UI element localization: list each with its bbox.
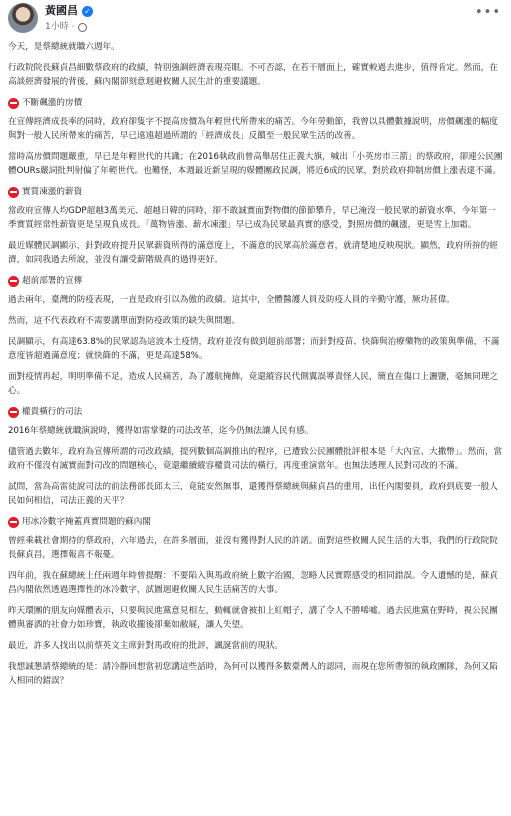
- section-heading: [8, 405, 503, 419]
- paragraph: 曾經乘載社會期待的蔡政府，六年過去，在許多層面，並沒有獲得對人民的許諾。面對這些攸關人民生活的大事，我們的行政院院長蘇貞昌，選擇報喜不報憂。: [8, 536, 498, 560]
- paragraph: 當政府宣傳人均GDP超越3萬美元、超越日韓的同時，卻不敢誠實面對物價的節節攀升，早已淹沒一般民眾的薪資水準，今年第一季實質經常性薪資更是呈現負成長。「萬物皆漲、薪水凍漲」早已成為民眾最真實的感受，對照房價的飆漲，更是雪上加霜。: [8, 206, 496, 230]
- paragraph: 在宣傳經濟成長率的同時，政府卻隻字不提高房價為年輕世代所帶來的痛苦。今年勞動節，我曾以具體數據說明，房價飆漲的幅度與對一般人民所帶來的痛苦，早已遠遠超過所謂的「經濟成長」反饋至一般民眾生活的改善。: [8, 117, 498, 141]
- paragraph: 面對疫情再起，明明準備不足，造成人民痛苦，為了護航掩飾，竟還縱容民代側翼誤導責怪人民，簡直在傷口上灑鹽，毫無同理之心。: [8, 372, 498, 396]
- section-heading: [8, 96, 503, 110]
- verified-badge-icon: ✓: [82, 6, 93, 17]
- paragraph: 試問，當為高雷徒說司法的前法務部長邱太三，竟能安然無事，還獲得蔡總統與蘇貞昌的重用，出任內閣要員，政府到底要一般人民如何相信，司法正義的天平？: [8, 482, 498, 506]
- post-time[interactable]: 1小時: [45, 22, 69, 32]
- paragraph: 最近媒體民調顯示，針對政府提升民眾薪資所得的滿意度上，不滿意的民眾高於滿意者，就清楚地反映現狀。顯然，政府所拚的經濟，如同我過去所說，並沒有讓受薪階級真的過得更好。: [8, 241, 498, 265]
- no-entry-icon: [8, 407, 19, 418]
- avatar[interactable]: [8, 3, 38, 33]
- post-body: [0, 40, 511, 688]
- section-title: 超前部署的宣傳: [22, 276, 83, 286]
- paragraph: 當時高房價問題嚴重，早已是年輕世代的共識；在2016執政前曾高舉居住正義大旗，喊出「小英房市三箭」的蔡政府，卻連公民團體OURs嚴詞批判射偏了年輕世代。也難怪，本週最近新呈現的媒體團政民調，將近6成的民眾，對於政府抑制房價上漲表達不滿。: [8, 152, 503, 176]
- intro-paragraph: 今天，是蔡總統就職六週年。: [8, 42, 120, 52]
- paragraph: 過去兩年，臺灣的防疫表現，一直是政府引以為傲的政績。這其中，全體醫護人員及防疫人員的辛勤守護，厥功甚偉。: [8, 295, 455, 305]
- paragraph: 昨天環團的朋友向媒體表示，只要與民進黨意見相左，動輒就會被扣上紅帽子，講了令人不勝唏噓。過去民進黨在野時，視公民團體與審酒的社會力如珍寶，執政收攏後卻棄如敝屣，讓人失望。: [8, 606, 498, 630]
- paragraph: 我想誠懇請蔡總統的是：請冷靜回想當初您講這些話時，為何可以獲得多數臺灣人的認同，而現在您所帶領的執政團隊，為何又陷入相同的錯誤？: [8, 662, 498, 686]
- paragraph: 最近，許多人找出以前蔡英文主席針對馬政府的批評，諷誕當前的現狀。: [8, 641, 284, 651]
- no-entry-icon: [8, 98, 19, 109]
- more-options-icon[interactable]: •••: [474, 5, 501, 20]
- section-heading: [8, 185, 503, 199]
- section-title: 實質凍漲的薪資: [22, 187, 83, 197]
- section-title: 權貴橫行的司法: [22, 407, 83, 417]
- post-meta: 1小時 ·: [45, 20, 87, 34]
- author-name[interactable]: 黃國昌: [45, 4, 78, 17]
- paragraph: 2016年蔡總統就職演說時，獲得如雷掌聲的司法改革，迄今仍無法讓人民有感。: [8, 426, 314, 436]
- globe-icon: [78, 23, 87, 32]
- section-heading: [8, 515, 503, 529]
- section-title: 不斷飆漲的房價: [22, 98, 83, 108]
- section-title: 用冰冷數字掩蓋真實問題的蘇內閣: [22, 517, 151, 527]
- author-row: [45, 4, 93, 18]
- no-entry-icon: [8, 517, 19, 528]
- paragraph: 儘管過去數年，政府為宣傳所謂的司改政績，提列數個高調推出的程序，已遭致公民團體批評根本是「大內宣、大撒幣」。然而，當政府不僅沒有誠實面對司改的問題核心，竟還繼續縱容權貴司法的橫行，再度重演當年。也無法透理人民對司改的不滿。: [8, 447, 503, 471]
- paragraph: 然而，這不代表政府不需要講單面對防疫政策的缺失與問題。: [8, 316, 241, 326]
- no-entry-icon: [8, 276, 19, 287]
- paragraph: 行政院院長蘇貞昌細數蔡政府的政績，特別強調經濟表現亮眼。不可否認，在若干層面上，確實較過去進步，值得肯定。然而，在高談經濟發展的背後，蘇內閣卻刻意迴避攸關人民生計的重要議題。: [8, 63, 498, 87]
- paragraph: 四年前，我在蘇總統上任兩週年時曾提醒：不要陷入與馬政府統上數字治國，忽略人民實際感受的相同錯誤。令人遺憾的是，蘇貞昌內閣依然透過選擇性的冰冷數字，試圖迴避攸關人民生活痛苦的大事。: [8, 571, 498, 595]
- no-entry-icon: [8, 187, 19, 198]
- post-header: [0, 0, 511, 40]
- section-heading: [8, 274, 503, 288]
- paragraph: 民調顯示，有高達63.8%的民眾認為這波本土疫情，政府並沒有做到超前部署；而針對疫苗、快篩與治療藥物的政策與準備，不滿意度皆超過滿意度；就快篩的不滿，更是高達58%。: [8, 337, 500, 361]
